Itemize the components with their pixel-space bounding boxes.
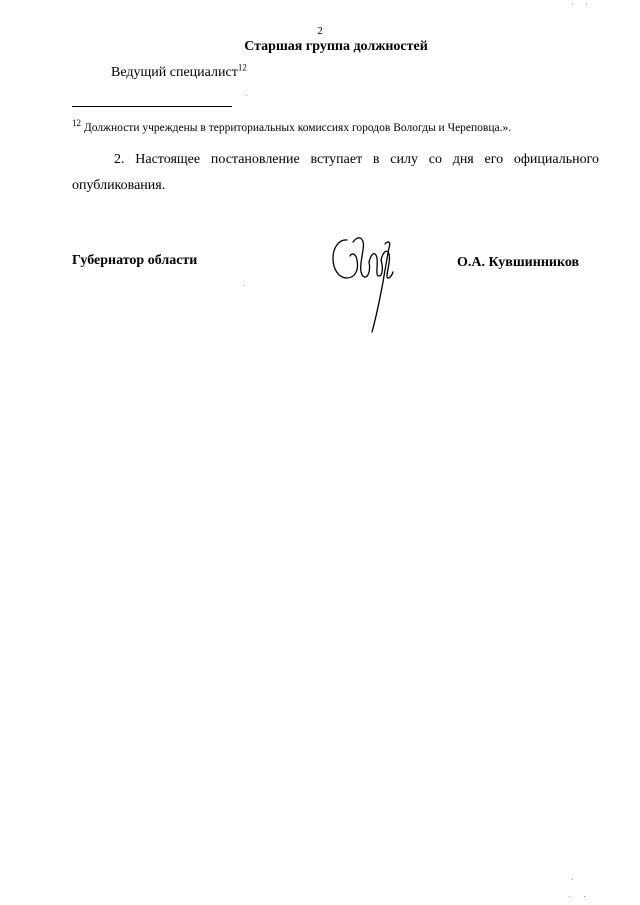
footnote bbox=[72, 118, 612, 134]
signature-stroke bbox=[372, 242, 390, 332]
scan-speck bbox=[586, 4, 587, 5]
signatory-name: О.А. Кувшинников bbox=[457, 255, 580, 270]
scan-speck bbox=[572, 4, 573, 5]
signature-stroke bbox=[369, 254, 382, 276]
signature-stroke bbox=[333, 240, 358, 278]
scan-speck bbox=[246, 95, 247, 96]
effective-date-paragraph: 2. Настоящее постановление вступает в силу со дня его официального опубликования. bbox=[72, 152, 599, 193]
footnote-reference: 12 bbox=[237, 62, 247, 73]
handwritten-signature bbox=[325, 230, 405, 340]
position-label: Ведущий специалист bbox=[111, 65, 238, 80]
footnote-marker: 12 bbox=[72, 118, 81, 129]
scan-speck bbox=[584, 896, 585, 897]
scan-speck bbox=[569, 896, 570, 897]
footnote-separator bbox=[72, 106, 232, 107]
scan-speck bbox=[572, 879, 573, 880]
page-number: 2 bbox=[317, 25, 323, 37]
group-heading: Старшая группа должностей bbox=[244, 39, 428, 54]
footnote-text: Должности учреждены в территориальных комиссиях городов Вологды и Череповца.». bbox=[83, 122, 512, 134]
signature-stroke bbox=[353, 238, 370, 277]
signatory-title: Губернатор области bbox=[72, 253, 198, 268]
scan-speck bbox=[244, 285, 245, 286]
position-item bbox=[111, 62, 247, 81]
